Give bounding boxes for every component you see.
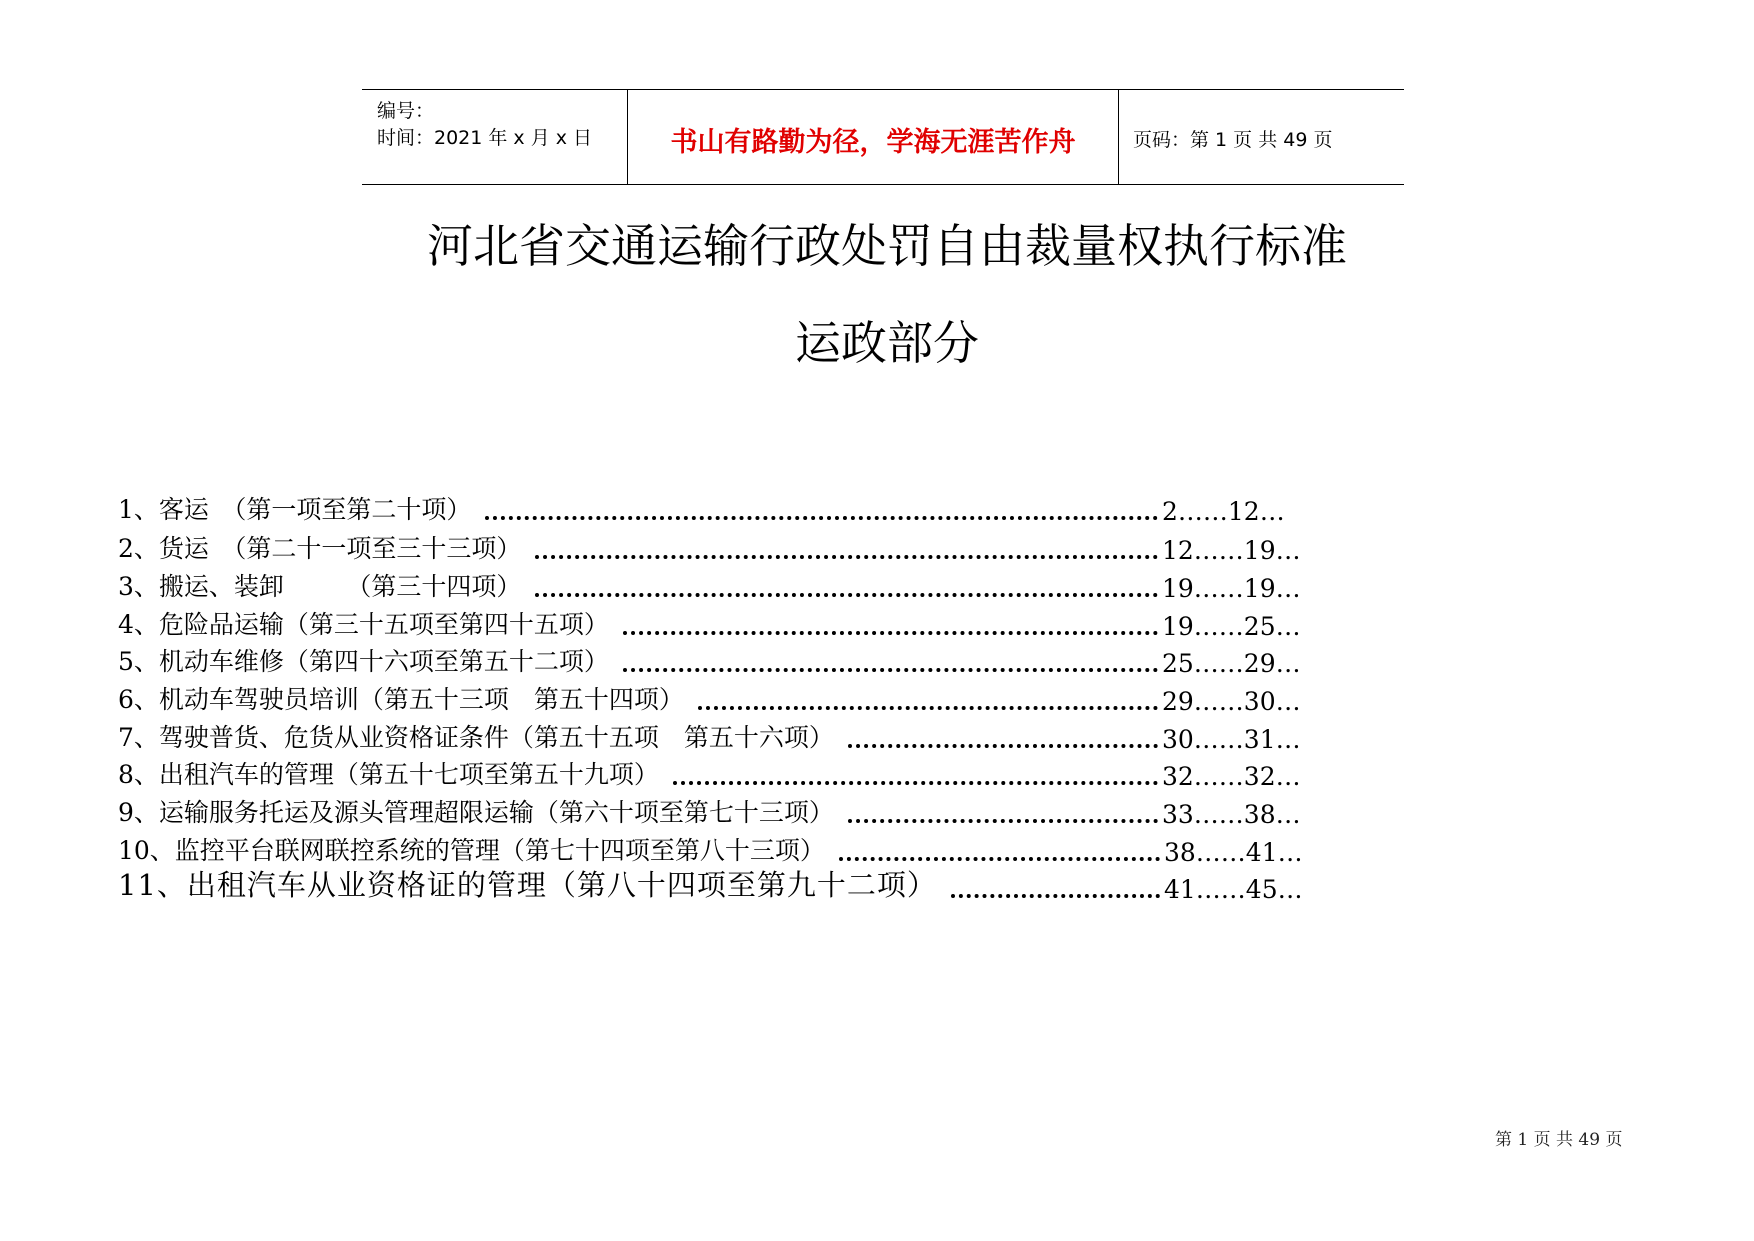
toc-entry (118, 607, 1458, 641)
toc-dot-leader (839, 857, 1160, 861)
toc-entry-label: 1、客运 （第一项至第二十项） (118, 495, 472, 524)
footer-page-number: 第 1 页 共 49 页 (1495, 1130, 1623, 1150)
toc-entry (118, 569, 1458, 603)
toc-dot-leader (485, 516, 1158, 520)
motto-text: 书山有路勤为径，学海无涯苦作舟 (670, 127, 1076, 158)
document-title: 河北省交通运输行政处罚自由裁量权执行标准 (427, 219, 1347, 273)
toc-entry-pages: 41……45… (1164, 875, 1303, 904)
time-label: 时间：2021 年 x 月 x 日 (377, 127, 593, 149)
toc-entry (118, 795, 1458, 829)
header-page-label: 页码：第 1 页 共 49 页 (1133, 129, 1333, 151)
toc-entry-label: 10、监控平台联网联控系统的管理（第七十四项至第八十三项） (118, 836, 825, 865)
toc-entry-label: 4、危险品运输（第三十五项至第四十五项） (118, 610, 609, 639)
toc-dot-leader (535, 593, 1158, 597)
toc-entry (118, 644, 1458, 678)
header-page-cell (1119, 90, 1404, 184)
toc-entry-label: 7、驾驶普货、危货从业资格证条件（第五十五项 第五十六项） (118, 723, 834, 752)
toc-dot-leader (623, 631, 1158, 635)
header-table (362, 89, 1404, 185)
toc-entry-pages: 2……12… (1162, 497, 1285, 526)
toc-entry-pages: 12……19… (1162, 536, 1301, 565)
toc-entry (118, 492, 1458, 526)
toc-dot-leader (673, 781, 1158, 785)
toc-entry-pages: 33……38… (1162, 800, 1301, 829)
toc-dot-leader (848, 744, 1158, 748)
toc-entry-pages: 30……31… (1162, 725, 1301, 754)
document-subtitle: 运政部分 (795, 316, 979, 370)
toc-entry (118, 757, 1458, 791)
toc-entry-label: 3、搬运、装卸 （第三十四项） (118, 572, 522, 601)
serial-label: 编号： (377, 100, 435, 122)
toc-entry-label: 8、出租汽车的管理（第五十七项至第五十九项） (118, 760, 659, 789)
toc-dot-leader (698, 706, 1158, 710)
toc-entry (118, 720, 1458, 754)
toc-entry-label: 5、机动车维修（第四十六项至第五十二项） (118, 647, 609, 676)
header-motto-cell (627, 90, 1119, 184)
toc-entry-pages: 38……41… (1164, 838, 1303, 867)
toc-dot-leader (623, 668, 1158, 672)
toc-entry-label: 9、运输服务托运及源头管理超限运输（第六十项至第七十三项） (118, 798, 834, 827)
toc-entry (118, 682, 1458, 716)
toc-entry-label: 6、机动车驾驶员培训（第五十三项 第五十四项） (118, 685, 684, 714)
toc-entry-label: 11、出租汽车从业资格证的管理（第八十四项至第九十二项） (118, 868, 937, 902)
toc-entry (118, 833, 1458, 867)
toc-entry (118, 870, 1458, 904)
toc-dot-leader (535, 555, 1158, 559)
toc-entry-label: 2、货运 （第二十一项至三十三项） (118, 534, 522, 563)
toc-entry-pages: 19……19… (1162, 574, 1301, 603)
toc-entry-pages: 32……32… (1162, 762, 1301, 791)
header-meta-cell (362, 90, 627, 184)
toc-dot-leader (951, 894, 1160, 898)
toc-entry-pages: 19……25… (1162, 612, 1301, 641)
toc-entry-pages: 29……30… (1162, 687, 1301, 716)
toc-entry (118, 531, 1458, 565)
toc-dot-leader (848, 819, 1158, 823)
toc-entry-pages: 25……29… (1162, 649, 1301, 678)
